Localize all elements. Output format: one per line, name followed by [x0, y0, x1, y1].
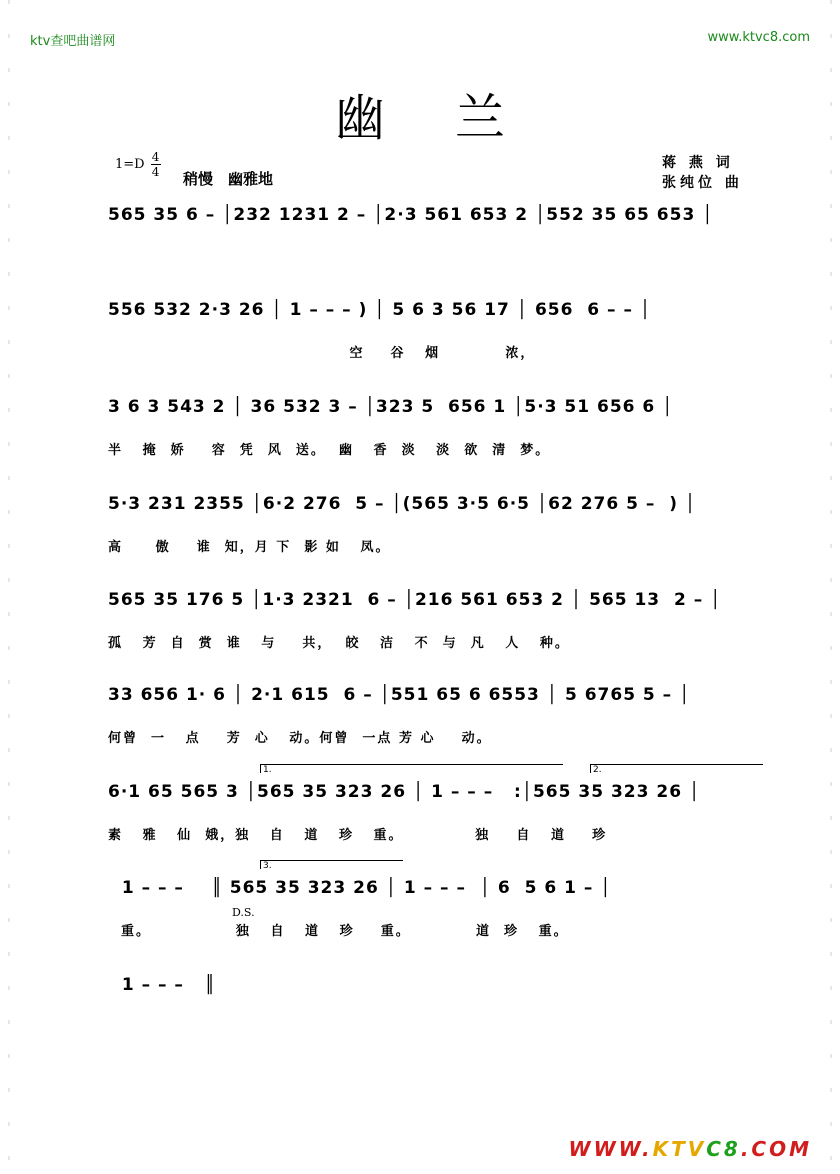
composer-credit: 张纯位 曲	[662, 175, 743, 191]
key-text: 1=D	[115, 157, 145, 172]
notation-line: 1 – – – ║	[108, 975, 216, 995]
lyrics-line: 高 傲 谁 知，月 下 影 如 凤。	[108, 540, 391, 555]
time-top: 4	[151, 150, 160, 164]
notation-line: 565 35 176 5 │1·3 2321 6 – │216 561 653 2 │ 565 13 2 – │	[108, 590, 722, 610]
lyrics-line: 素 雅 仙 娥，独 自 道 珍 重。 独 自 道 珍	[108, 828, 608, 843]
ds-marking: D.S.	[232, 906, 255, 919]
time-bottom: 4	[151, 165, 160, 179]
right-header-site[interactable]: www.ktvc8.com	[707, 30, 810, 45]
volta-3: 3.	[260, 860, 403, 869]
footer-site-logo[interactable]	[569, 1137, 812, 1161]
border-pattern-icon	[824, 0, 838, 1169]
lyrics-line: 重。 独 自 道 珍 重。 道 珍 重。	[108, 924, 569, 939]
lyrics-line: 孤 芳 自 赏 谁 与 共， 皎 洁 不 与 凡 人 种。	[108, 636, 570, 651]
left-header-site[interactable]: ktv查吧曲谱网	[30, 34, 116, 49]
notation-line: 5·3 231 2355 │6·2 276 5 – │(565 3·5 6·5 │62 276 5 – ) │	[108, 494, 697, 514]
tempo-marking: 稍慢 幽雅地	[183, 170, 274, 188]
key-signature	[115, 150, 161, 179]
footer-part-4: .COM	[740, 1137, 812, 1161]
border-pattern-icon	[2, 0, 16, 1169]
song-title: 幽兰	[335, 89, 575, 147]
lyrics-line: 半 掩 娇 容 凭 风 送。 幽 香 淡 淡 欲 清 梦。	[108, 443, 551, 458]
notation-line: 565 35 6 – │232 1231 2 – │2·3 561 653 2 │552 35 65 653 │	[108, 205, 714, 225]
lyricist-credit: 蒋 燕 词	[662, 155, 734, 171]
notation-line: 1 – – – ║ 565 35 323 26 │ 1 – – – │ 6 5 6 1 – │	[108, 878, 612, 898]
right-border-watermark	[824, 0, 838, 1169]
notation-line: 556 532 2·3 26 │ 1 – – – ) │ 5 6 3 56 17 │ 656 6 – – │	[108, 300, 652, 320]
left-border-watermark	[2, 0, 16, 1169]
volta-2: 2.	[590, 764, 763, 773]
footer-part-1: WWW.	[568, 1137, 653, 1161]
time-signature	[151, 150, 161, 179]
footer-part-2: KTV	[652, 1137, 707, 1161]
notation-line: 3 6 3 543 2 │ 36 532 3 – │323 5 656 1 │5·3 51 656 6 │	[108, 397, 674, 417]
lyrics-line: 空 谷 烟 浓，	[108, 346, 536, 361]
volta-1: 1.	[260, 764, 563, 773]
notation-line: 6·1 65 565 3 │565 35 323 26 │ 1 – – – :│565 35 323 26 │	[108, 782, 701, 802]
footer-part-3: C8	[706, 1137, 741, 1161]
notation-line: 33 656 1· 6 │ 2·1 615 6 – │551 65 6 6553 │ 5 6765 5 – │	[108, 685, 691, 705]
lyrics-line: 何曾 一 点 芳 心 动。何曾 一点 芳 心 动。	[108, 731, 492, 746]
